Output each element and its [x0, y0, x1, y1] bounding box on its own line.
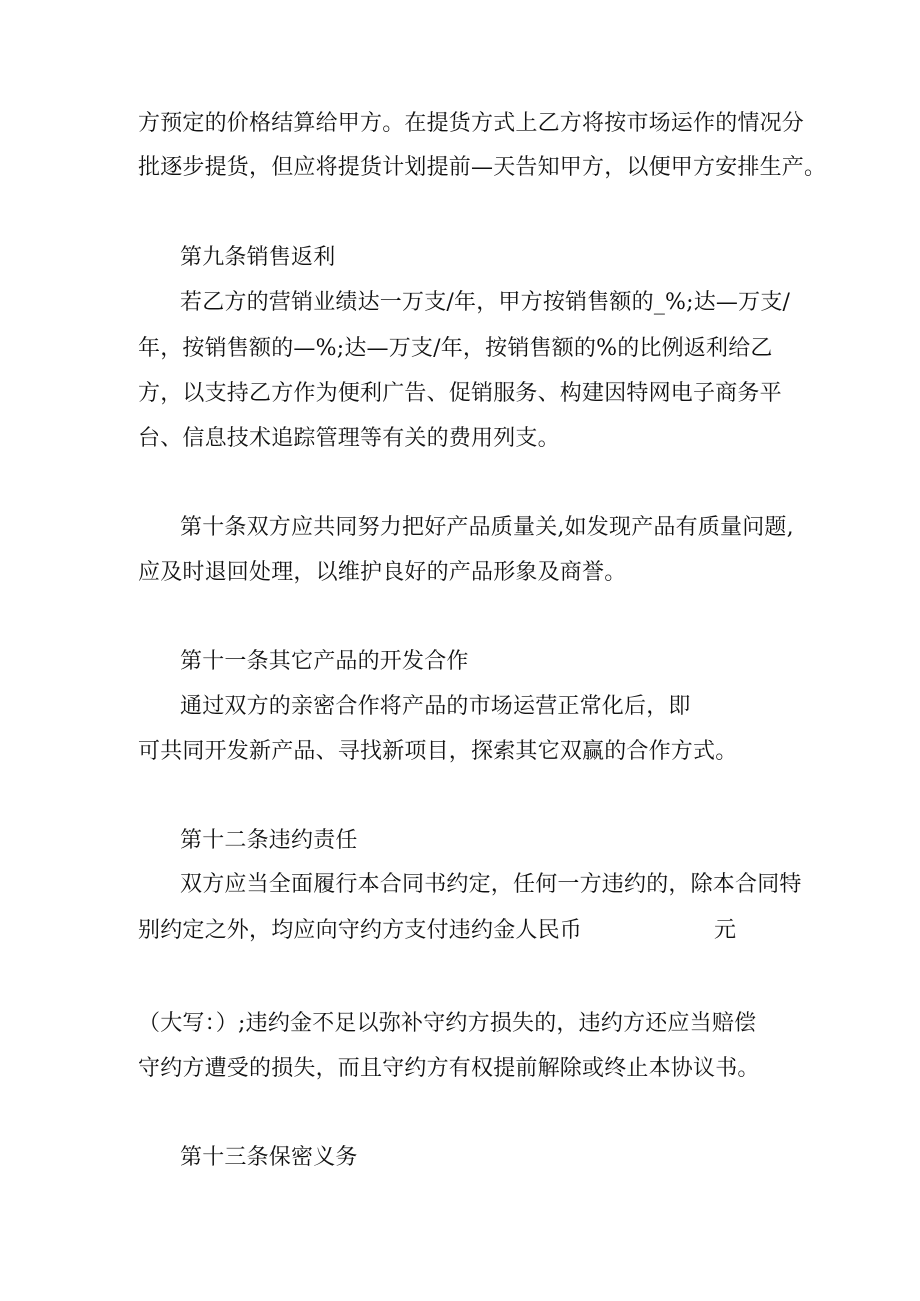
text-line: 应及时退回处理，以维护良好的产品形象及商誉。 [138, 560, 627, 585]
section-heading: 第十二条违约责任 [180, 828, 358, 853]
text-line: 年，按销售额的—%;达—万支/年，按销售额的%的比例返利给乙 [138, 336, 773, 361]
section-heading: 第十三条保密义务 [180, 1145, 358, 1170]
text-line: 双方应当全面履行本合同书约定，任何一方违约的，除本合同特 [180, 872, 802, 897]
text-line: （大写：）;违约金不足以弥补守约方损失的，违约方还应当赔偿 [138, 1011, 757, 1036]
section-heading: 第九条销售返利 [180, 245, 336, 270]
text-line: 方，以支持乙方作为便利广告、促销服务、构建因特网电子商务平 [138, 381, 782, 406]
text-line: 守约方遭受的损失，而且守约方有权提前解除或终止本协议书。 [138, 1056, 760, 1081]
text-line: 第十条双方应共同努力把好产品质量关,如发现产品有质量问题, [180, 515, 794, 540]
text-line: 台、信息技术追踪管理等有关的费用列支。 [138, 426, 560, 451]
text-line: 方预定的价格结算给甲方。在提货方式上乙方将按市场运作的情况分 [138, 111, 805, 136]
section-heading: 第十一条其它产品的开发合作 [180, 649, 469, 674]
text-line: 别约定之外，均应向守约方支付违约金人民币 [138, 918, 583, 943]
text-line: 通过双方的亲密合作将产品的市场运营正常化后，即 [180, 694, 691, 719]
text-line: 批逐步提货，但应将提货计划提前—天告知甲方，以便甲方安排生产。 [138, 155, 827, 180]
text-line: 可共同开发新产品、寻找新项目，探索其它双赢的合作方式。 [138, 739, 738, 764]
text-line: 若乙方的营销业绩达一万支/年，甲方按销售额的_%;达—万支/ [180, 290, 791, 315]
currency-unit: 元 [714, 918, 737, 943]
